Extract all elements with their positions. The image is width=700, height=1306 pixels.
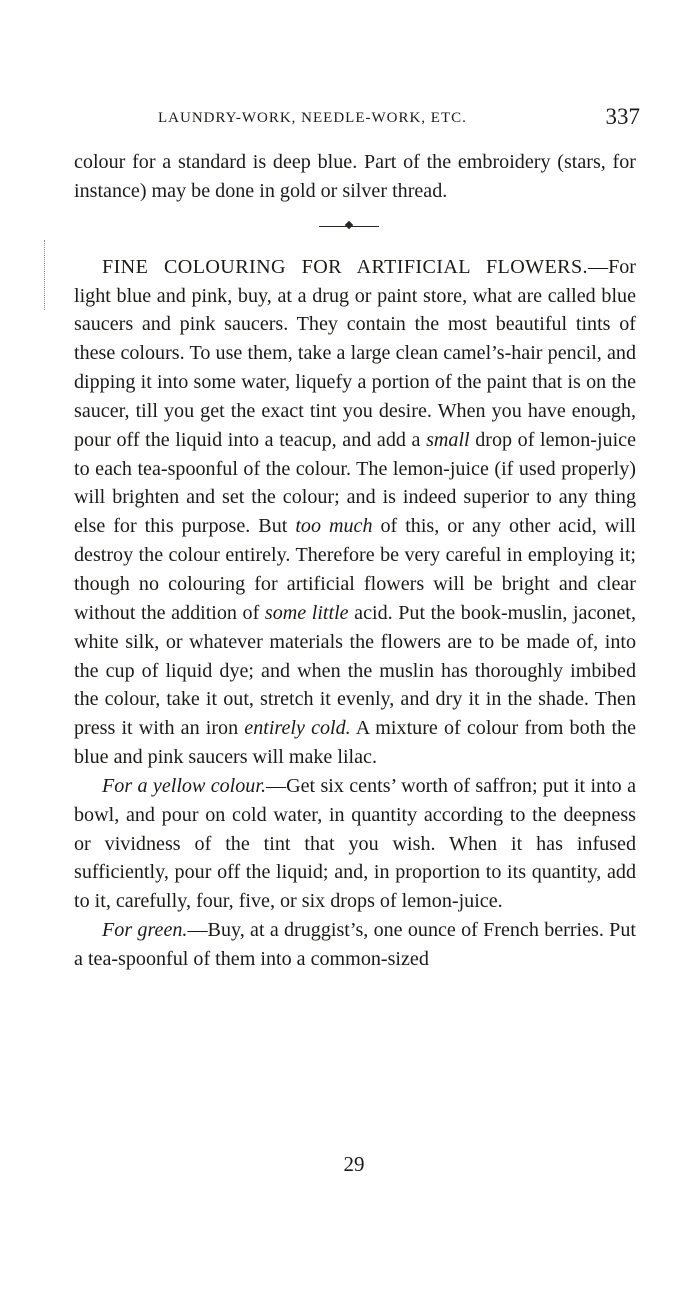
- section-text-3: of this, or any other acid, will destroy the colour entirely. Therefore be very careful in employing it; though no colouring for artificial flowers will be bright and clear without the addition of: [74, 515, 636, 624]
- emphasis-small: small: [426, 428, 470, 451]
- emphasis-some-little: some little: [264, 601, 349, 624]
- running-head: [74, 104, 640, 140]
- separator-ornament: [345, 220, 353, 228]
- section-text-1: —For light blue and pink, buy, at a drug or paint store, what are called blue saucers and pink saucers. They contain the most beautiful tints of these colours. To use them, take a large clean camel’s-hair pencil, and dipping it into some water, liquefy a portion of the paint that is on the saucer, till you get the exact tint you desire. When you have enough, pour off the liquid into a teacup, and add a: [74, 255, 636, 451]
- green-colour-paragraph: [74, 916, 636, 974]
- green-colour-label: For green.: [102, 919, 188, 942]
- yellow-colour-label: For a yellow colour.: [102, 774, 266, 797]
- green-colour-text: —Buy, at a druggist’s, one ounce of French berries. Put a tea-spoonful of them into a common-sized: [74, 919, 636, 970]
- yellow-colour-paragraph: [74, 772, 636, 916]
- emphasis-too-much: too much: [295, 515, 373, 538]
- fine-colouring-paragraph: [74, 253, 636, 772]
- yellow-colour-text: —Get six cents’ worth of saffron; put it into a bowl, and pour on cold water, in quantity according to the deepness or vividness of the tint that you wish. When it has infused sufficiently, pour off the liquid; and, in proportion to its quantity, add to it, carefully, four, five, or six drops of lemon-juice.: [74, 774, 637, 913]
- signature-mark: 29: [343, 1152, 365, 1176]
- running-head-title: LAUNDRY-WORK, NEEDLE-WORK, ETC.: [158, 110, 467, 126]
- section-text-5: A mixture of colour from both the blue and pink saucers will make lilac.: [74, 717, 636, 769]
- body-text: [74, 148, 636, 974]
- section-text-2: drop of lemon-juice to each tea-spoonful of the colour. The lemon-juice (if used properly) will brighten and set the colour; and is indeed superior to any thing else for this purpose. But: [74, 428, 636, 538]
- page-number: 337: [605, 104, 640, 129]
- margin-pencil-mark: [44, 240, 49, 310]
- continuation-paragraph: colour for a standard is deep blue. Part of the embroidery (stars, for instance) may be done in gold or silver thread.: [74, 151, 636, 202]
- section-text-4: acid. Put the book-muslin, jaconet, white silk, or whatever materials the flowers are to be made of, into the cup of liquid dye; and when the muslin has thoroughly imbibed the colour, take it out, stretch it evenly, and dry it in the shade. Then press it with an iron: [74, 601, 636, 740]
- emphasis-entirely-cold: entirely cold.: [244, 717, 351, 740]
- section-heading: FINE COLOURING FOR ARTIFICIAL FLOWERS.: [102, 255, 588, 278]
- section-separator: [74, 206, 636, 253]
